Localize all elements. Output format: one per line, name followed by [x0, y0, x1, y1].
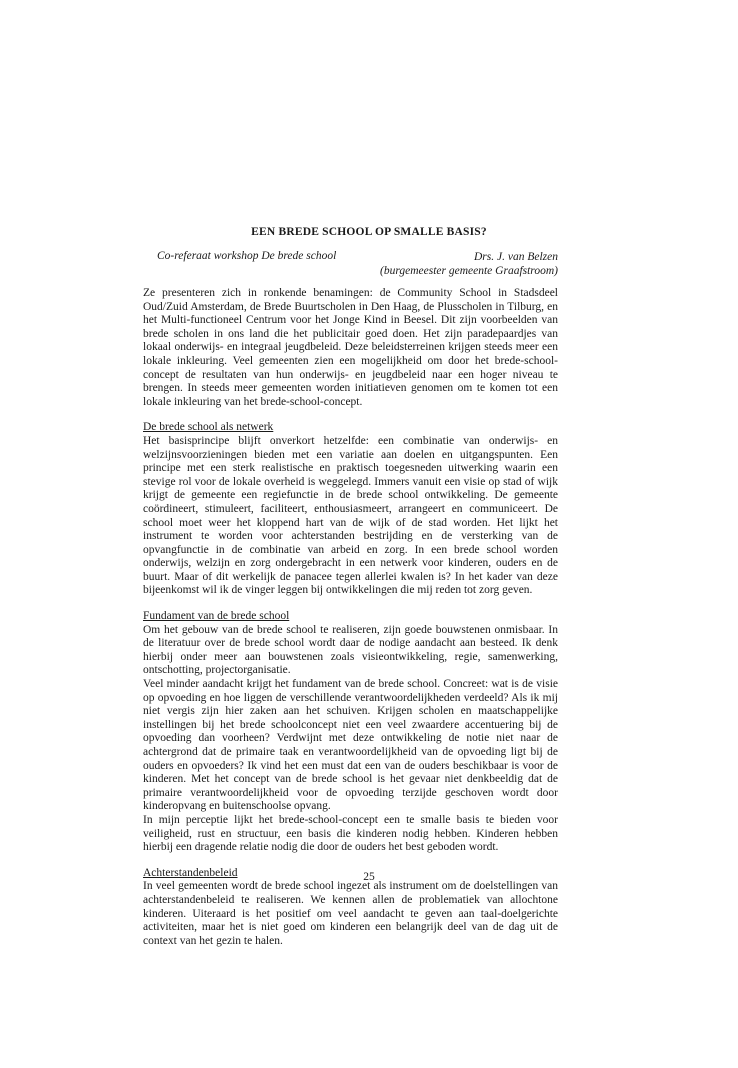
author-role: (burgemeester gemeente Graafstroom): [380, 265, 558, 277]
intro-paragraph: Ze presenteren zich in ronkende benamingen: de Community School in Stadsdeel Oud/Zuid Amsterdam, de Brede Buurtscholen in Den Haag, de Plusscholen in Tilburg, en het Multi-functioneel Centrum voor het Jonge Kind in Beesel. Dit zijn voorbeelden van brede scholen in ons land die het publicitair goed doen. Het zijn paradepaardjes van lokaal onderwijs- en integraal jeugdbeleid. Deze beleidsterreinen krijgen steeds meer een lokale inkleuring. Veel gemeenten zien een mogelijkheid om door het brede-school-concept de resultaten van hun onderwijs- en jeugdbeleid naar een hoger niveau te brengen. In steeds meer gemeenten worden initiatieven genomen om te komen tot een lokale inkleuring van het brede-school-concept.: [143, 287, 558, 408]
section-heading-netwerk: De brede school als netwerk: [143, 421, 274, 434]
section-paragraph: In mijn perceptie lijkt het brede-school-concept een te smalle basis te bieden voor veiligheid, rust en structuur, een basis die kinderen nodig hebben. Kinderen hebben hierbij een dragende relatie nodig die door de ouders het best geboden wordt.: [143, 813, 558, 854]
section-heading-fundament: Fundament van de brede school: [143, 610, 290, 623]
section-paragraph: In veel gemeenten wordt de brede school ingezet als instrument om de doelstellingen van achterstandenbeleid te realiseren. We kennen allen de problematiek van allochtone kinderen. Uiteraard is het positief om veel aandacht te geven aan taal-doelgerichte activiteiten, maar het is niet goed om kinderen een belangrijk deel van de dag uit de context van het gezin te halen.: [143, 880, 558, 947]
section-paragraph: Veel minder aandacht krijgt het fundament van de brede school. Concreet: wat is de visie op opvoeding en hoe liggen de verschillende verantwoordelijkheden verdeeld? Als ik mij niet vergis zijn hier zaken aan het schuiven. Krijgen scholen en maatschappelijke instellingen bij het brede schoolconcept niet een veel zwaardere accentuering bij de opvoeding dan voorheen? Verdwijnt met deze ontwikkeling de notie niet naar de achtergrond dat de primaire taak en verantwoordelijkheid van de opvoeding ligt bij de ouders en opvoeders? Ik vind het een must dat een van de ouders beschikbaar is voor de kinderen. Met het concept van de brede school is het gevaar niet denkbeeldig dat de primaire verantwoordelijkheid voor de opvoeding terzijde geschoven wordt door kinderopvang en buitenschoolse opvang.: [143, 678, 558, 813]
page-number: 25: [363, 871, 375, 883]
document-title: EEN BREDE SCHOOL OP SMALLE BASIS?: [251, 226, 487, 238]
author-name: Drs. J. van Belzen: [474, 251, 558, 263]
document-subtitle: Co-referaat workshop De brede school: [157, 250, 337, 262]
document-body: [143, 287, 558, 948]
section-heading-achterstanden: Achterstandenbeleid: [143, 866, 238, 879]
section-paragraph: Het basisprincipe blijft onverkort hetzelfde: een combinatie van onderwijs- en welzijnsvoorzieningen bieden met een variatie aan doelen en uitgangspunten. Een principe met een sterk realistische en praktisch toegesneden uitwerking waarin een stevige rol voor de lokale overheid is weggelegd. Immers vanuit een visie op stad of wijk krijgt de gemeente een regiefunctie in de brede school ontwikkeling. De gemeente coördineert, stimuleert, faciliteert, enthousiasmeert, arrangeert en communiceert. De school moet weer het kloppend hart van de wijk of de stad worden. Het lijkt het instrument te worden voor achterstanden bestrijding en de versterking van de opvangfunctie in de combinatie van arbeid en zorg. In een brede school worden onderwijs, welzijn en zorg ondergebracht in een netwerk voor kinderen, ouders en de buurt. Maar of dit werkelijk de panacee tegen allerlei kwalen is? In het kader van deze bijeenkomst wil ik de vinger leggen bij ontwikkelingen die mij reden tot zorg geven.: [143, 434, 558, 597]
author-block: [380, 250, 558, 278]
section-paragraph: Om het gebouw van de brede school te realiseren, zijn goede bouwstenen onmisbaar. In de literatuur over de brede school wordt daar de nodige aandacht aan besteed. Ik denk hierbij onder meer aan bouwstenen zoals visieontwikkeling, regie, samenwerking, ontschotting, projectorganisatie.: [143, 623, 558, 677]
